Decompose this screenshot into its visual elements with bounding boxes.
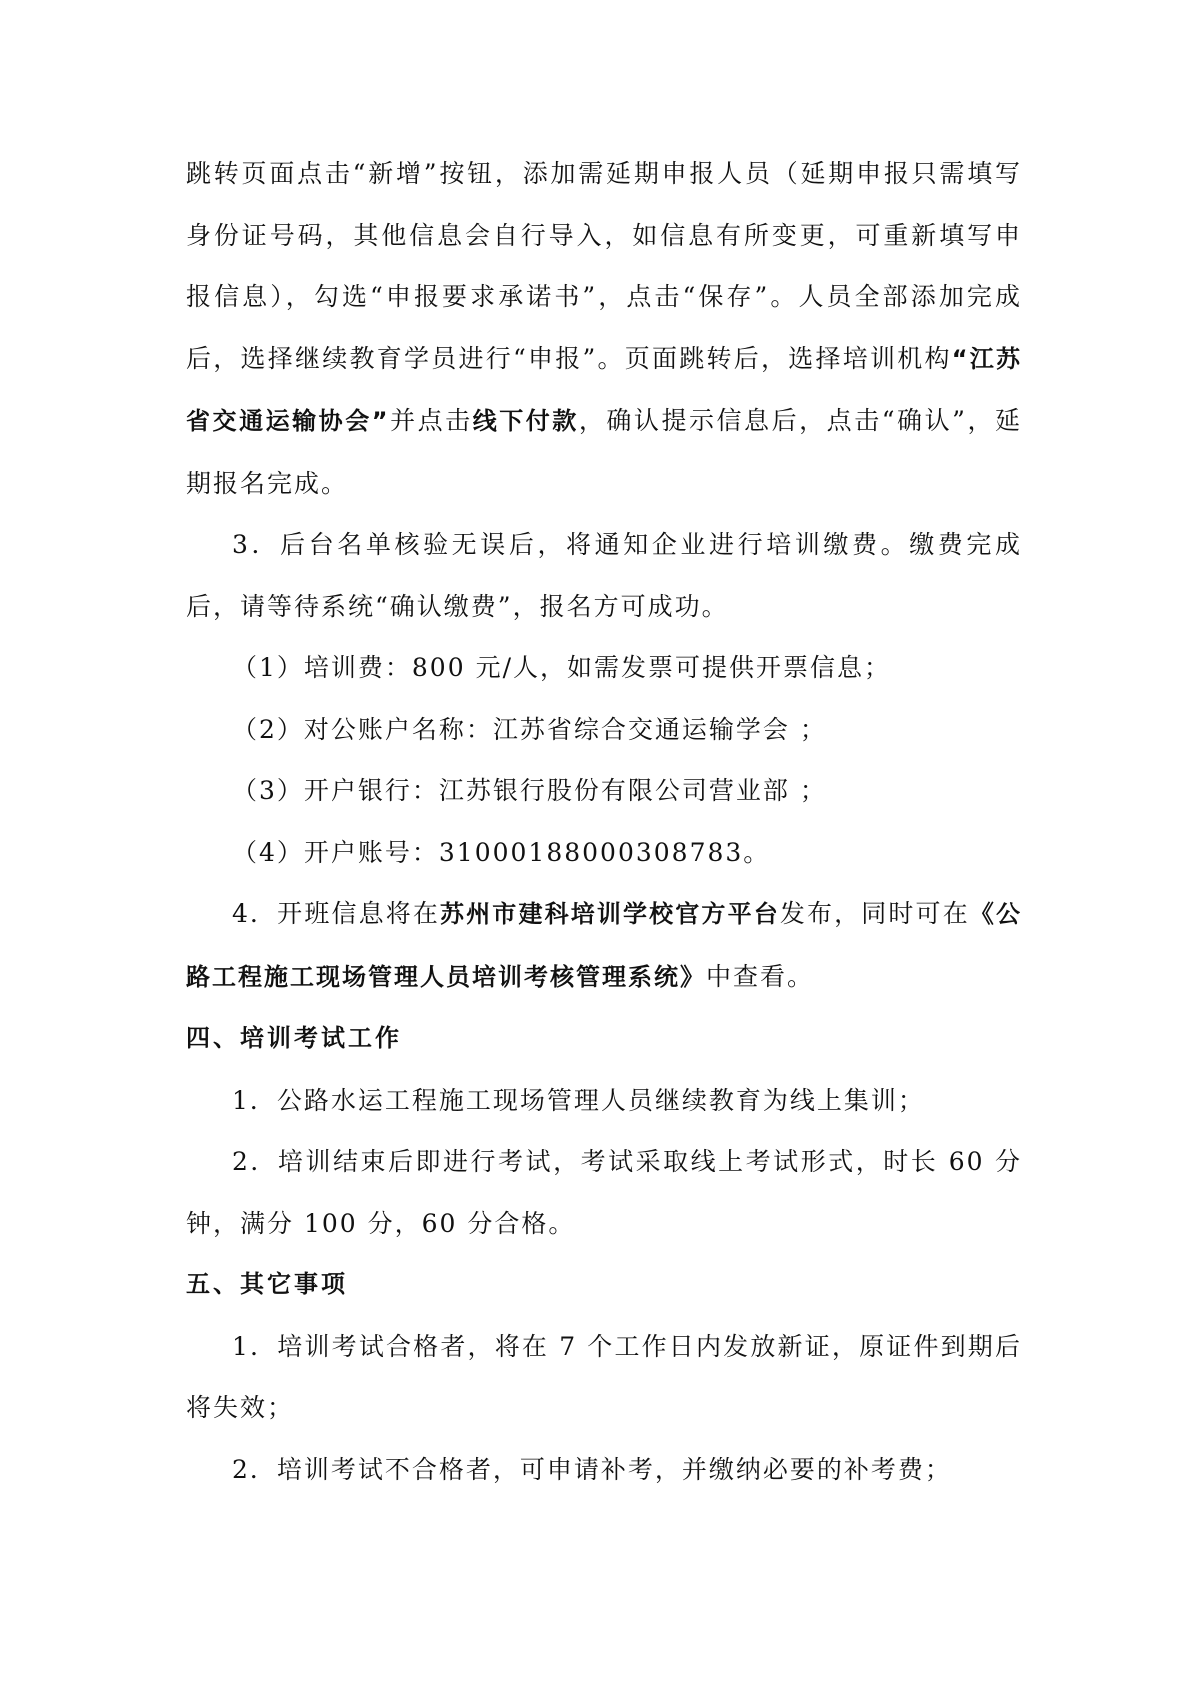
management-system-name: 《公路工程施工现场管理人员培训考核管理系统》 xyxy=(186,900,1022,991)
payment-account-number-item: （4）开户账号：31000188000308783。 xyxy=(232,837,771,867)
step4-paragraph xyxy=(186,883,1022,1008)
step2-text-a: 跳转页面点击“新增”按钮，添加需延期申报人员（延期申报只需填写身份证号码，其他信息会自行导入，如信息有所变更，可重新填写申报信息），勾选“申报要求承诺书”，点击“保存”。人员全部添加完成后，选择继续教育学员进行“申报”。页面跳转后，选择培训机构 xyxy=(186,159,1022,373)
step2-continuation-paragraph xyxy=(186,143,1022,514)
step2-text-e: ，确认提示信息后，点击“确认”，延期报名完成。 xyxy=(186,406,1022,498)
offline-payment-label: 线下付款 xyxy=(472,407,579,435)
section5-heading: 五、其它事项 xyxy=(186,1270,348,1298)
section4-heading: 四、培训考试工作 xyxy=(186,1024,402,1052)
payment-fee-item: （1）培训费：800 元/人，如需发票可提供开票信息； xyxy=(232,653,891,682)
step4-text-a: 4．开班信息将在 xyxy=(232,899,441,928)
payment-account-name-item: （2）对公账户名称：江苏省综合交通运输学会 ； xyxy=(232,714,827,744)
step3-paragraph: 3．后台名单核验无误后，将通知企业进行培训缴费。缴费完成后，请等待系统“确认缴费”，报名方可成功。 xyxy=(186,530,1022,621)
section4-item-2: 2．培训结束后即进行考试，考试采取线上考试形式，时长 60 分钟，满分 100 分，60 分合格。 xyxy=(186,1147,1022,1238)
step4-text-e: 中查看。 xyxy=(706,961,815,991)
section4-item-1: 1．公路水运工程施工现场管理人员继续教育为线上集训； xyxy=(232,1085,925,1115)
payment-bank-item: （3）开户银行：江苏银行股份有限公司营业部 ； xyxy=(232,776,827,805)
step2-text-c: 并点击 xyxy=(389,406,473,435)
step4-text-c: 发布，同时可在 xyxy=(779,899,970,928)
training-institution-name: “江苏省交通运输协会” xyxy=(186,344,1022,435)
section5-item-2: 2．培训考试不合格者，可申请补考，并缴纳必要的补考费； xyxy=(232,1454,952,1484)
publishing-platform-name: 苏州市建科培训学校官方平台 xyxy=(440,900,780,928)
section5-item-1: 1．培训考试合格者，将在 7 个工作日内发放新证，原证件到期后将失效； xyxy=(186,1331,1022,1422)
